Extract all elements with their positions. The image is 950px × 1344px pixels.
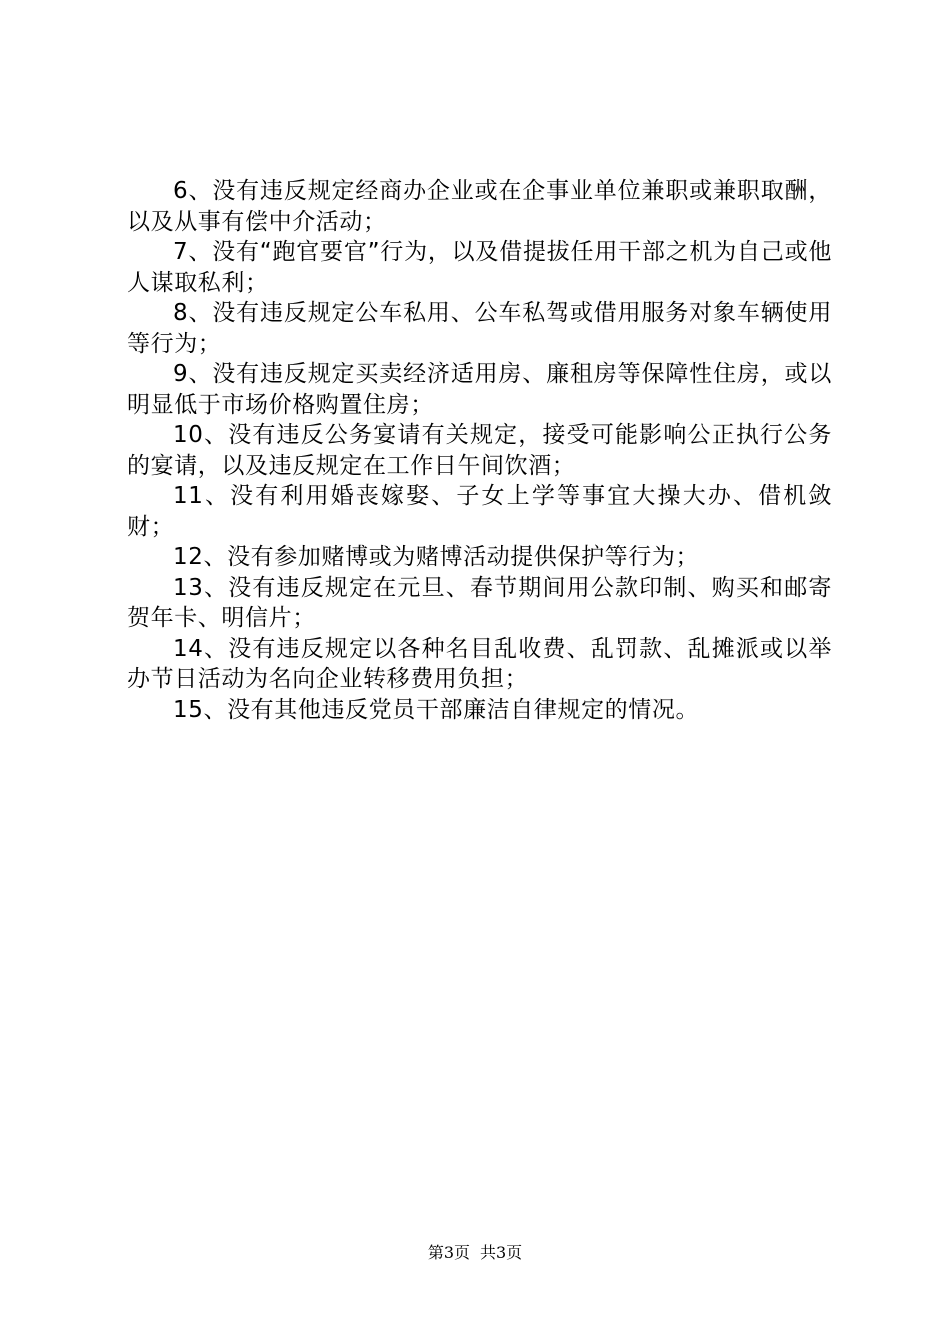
paragraph-item-8: 8、没有违反规定公车私用、公车私驾或借用服务对象车辆使用等行为； bbox=[127, 300, 832, 357]
document-body bbox=[127, 176, 832, 725]
paragraph-item-10: 10、没有违反公务宴请有关规定，接受可能影响公正执行公务的宴请，以及违反规定在工作日午间饮酒； bbox=[127, 422, 832, 479]
page-footer bbox=[0, 1243, 950, 1263]
paragraph-item-15: 15、没有其他违反党员干部廉洁自律规定的情况。 bbox=[173, 696, 700, 723]
paragraph-item-13: 13、没有违反规定在元旦、春节期间用公款印制、购买和邮寄贺年卡、明信片； bbox=[127, 574, 832, 631]
paragraph-item-11: 11、没有利用婚丧嫁娶、子女上学等事宜大操大办、借机敛财； bbox=[127, 483, 832, 540]
page-number-current: 第3页 bbox=[427, 1243, 470, 1262]
paragraph-item-12: 12、没有参加赌博或为赌博活动提供保护等行为； bbox=[173, 544, 700, 570]
page-number-total: 共3页 bbox=[480, 1243, 523, 1262]
paragraph-item-14: 14、没有违反规定以各种名目乱收费、乱罚款、乱摊派或以举办节日活动为名向企业转移费用负担； bbox=[127, 635, 832, 692]
paragraph-item-7: 7、没有“跑官要官”行为，以及借提拔任用干部之机为自己或他人谋取私利； bbox=[127, 239, 832, 296]
paragraph-item-9: 9、没有违反规定买卖经济适用房、廉租房等保障性住房，或以明显低于市场价格购置住房； bbox=[127, 361, 832, 418]
paragraph-item-6: 6、没有违反规定经商办企业或在企事业单位兼职或兼职取酬，以及从事有偿中介活动； bbox=[127, 178, 832, 235]
